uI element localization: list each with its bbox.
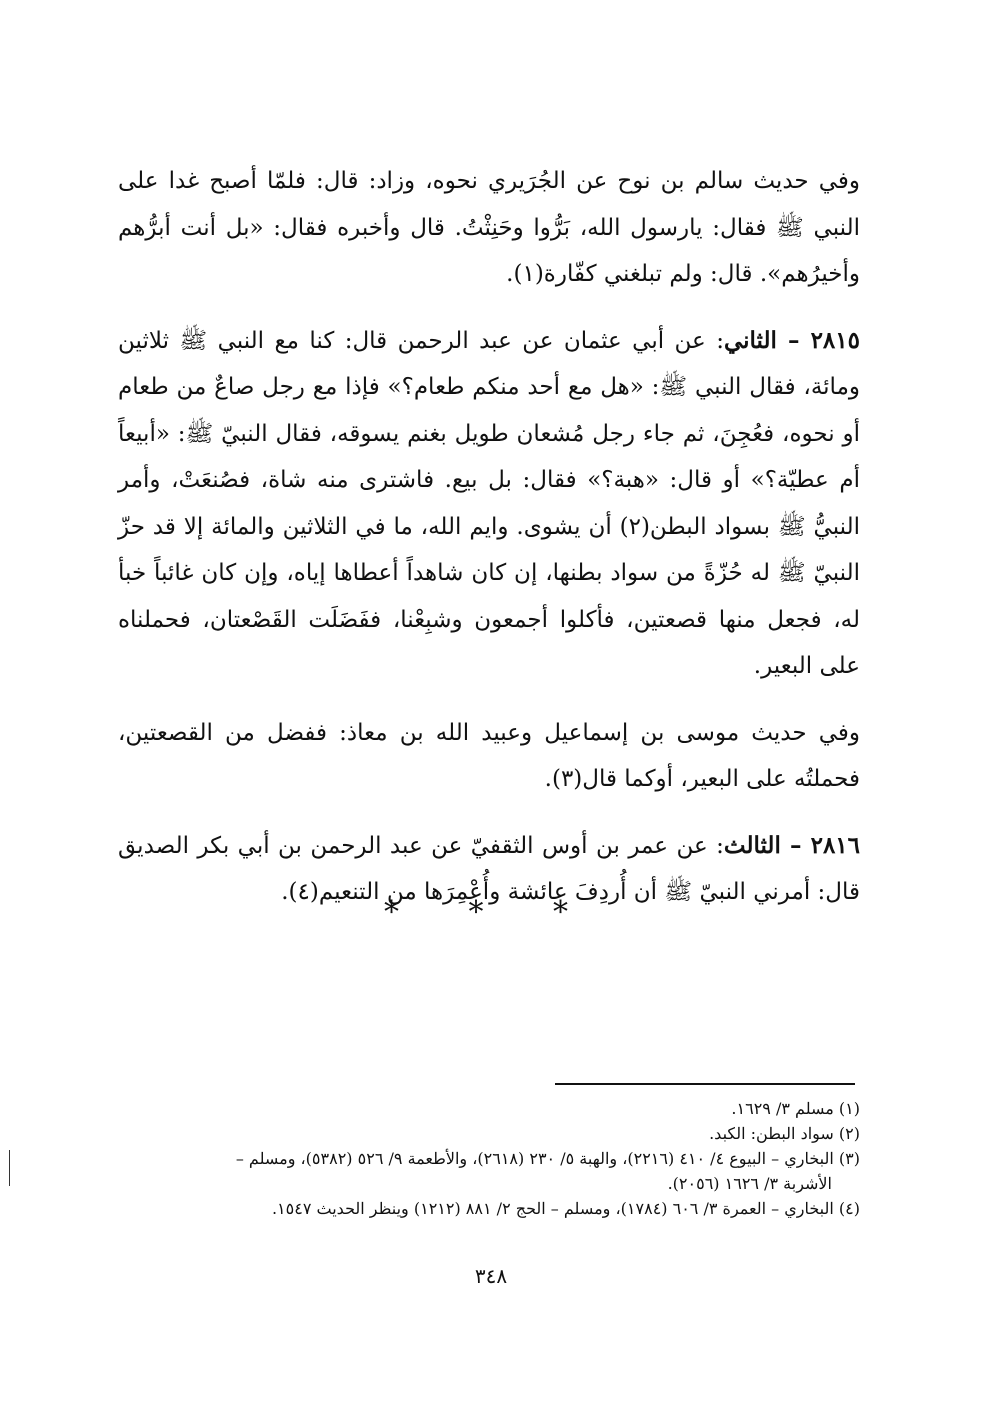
hadith-2815-text: : عن أبي عثمان عن عبد الرحمن قال: كنا مع النبي ﷺ ثلاثين ومائة، فقال النبي ﷺ: «هل مع أحد منكم طعام؟» فإذا مع رجل صاعٌ من طعام أو نحوه، فعُجِنَ، ثم جاء رجل مُشعان طويل بغنم يسوقه، فقال النبيّ ﷺ: «أبيعاً أم عطيّة؟» أو قال: «هبة؟» فقال: بل بيع. فاشترى منه شاة، فصُنعَتْ، وأمر النبيُّ ﷺ بسواد البطن(٢) أن يشوى. وايم الله، ما في الثلاثين والمائة إلا قد حزّ النبيّ ﷺ له حُزّةً من سواد بطنها، إن كان شاهداً أعطاها إياه، وإن كان غائباً خبأ له، فجعل منها قصعتين، فأكلوا أجمعون وشبِعْنا، ففَضَلَت القَصْعتان، فحملناه على البعير.	[118, 327, 860, 679]
paragraph-musa: وفي حديث موسى بن إسماعيل وعبيد الله بن معاذ: ففضل من القصعتين، فحملتُه على البعير، أوكما قال(٣).	[118, 719, 860, 792]
main-text	[118, 158, 860, 936]
footnote-3: (٣) البخاري – البيوع ٤/ ٤١٠ (٢٢١٦)، والهبة ٥/ ٢٣٠ (٢٦١٨)، والأطعمة ٩/ ٥٢٦ (٥٣٨٢)، ومسلم –	[235, 1149, 860, 1168]
footnotes	[118, 1096, 860, 1221]
hadith-number-2816: ٢٨١٦ – الثالث	[723, 831, 861, 859]
page-number: ٣٤٨	[474, 1264, 508, 1288]
margin-mark	[9, 1150, 10, 1186]
footnote-1: (١) مسلم ٣/ ١٦٢٩.	[731, 1099, 860, 1118]
hadith-2815	[118, 318, 860, 690]
paragraph-salim: وفي حديث سالم بن نوح عن الجُرَيري نحوه، وزاد: قال: فلمّا أصبح غدا على النبي ﷺ فقال: يارسول الله، بَرُّوا وحَنِثْتُ. قال وأخبره فقال: «بل أنت أبرُّهم وأخيرُهم». قال: ولم تبلغني كفّارة(١).	[118, 168, 860, 287]
section-separator: * * *	[383, 895, 599, 930]
footnote-divider	[555, 1083, 855, 1085]
footnote-2: (٢) سواد البطن: الكبد.	[709, 1124, 860, 1143]
footnote-3-continued: الأشربة ٣/ ١٦٢٦ (٢٠٥٦).	[667, 1174, 832, 1193]
hadith-2816-text: : عن عمر بن أوس الثقفيّ عن عبد الرحمن بن أبي بكر الصديق قال: أمرني النبيّ ﷺ أن أُردِفَ عائشة وأُعْمِرَها من التنعيم(٤).	[118, 832, 860, 905]
footnote-4: (٤) البخاري – العمرة ٣/ ٦٠٦ (١٧٨٤)، ومسلم – الحج ٢/ ٨٨١ (١٢١٢) وينظر الحديث ١٥٤٧.	[271, 1199, 860, 1218]
hadith-number-2815: ٢٨١٥ – الثاني	[723, 326, 860, 354]
